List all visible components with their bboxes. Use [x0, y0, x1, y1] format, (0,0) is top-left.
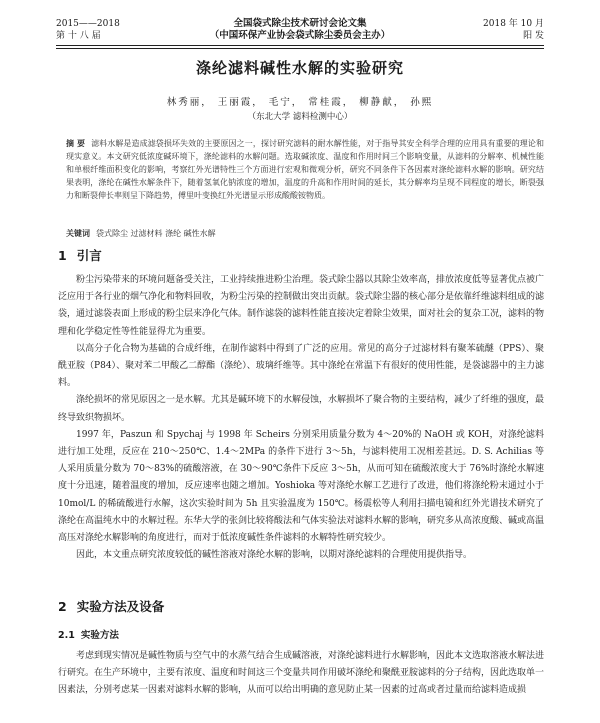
section-2-title: 实验方法及设备: [76, 599, 165, 614]
paper-title: 涤纶滤料碱性水解的实验研究: [195, 59, 404, 77]
header-location: 阳 发: [523, 31, 544, 41]
paragraph: 涤纶损坏的常见原因之一是水解。尤其是碱环境下的水解侵蚀，水解损坏了聚合物的主要结构，减少了纤维的强度，最终导致织物损坏。: [58, 395, 545, 423]
paper-affiliation: （东北大学 滤料检测中心）: [247, 112, 353, 122]
paragraph: 1997 年，Paszun 和 Spychaj 与 1998 年 Scheirs 分别采用质量分数为 4～20%的 NaOH 或 KOH，对涤纶滤料进行加工处理，反应在 210～250℃、1.4～2MPa 的条件下进行 3～5h，与滤料使用工况相差甚远。D. S. Achilias 等人采用质量分数为 70～83%的硫酸溶液，在 30～90℃条件下反应 3～5h，从而可知在硫酸浓度大于 76%时涤纶水解速度十分迅速，随着温度的增加，反应速率也随之增加。Yoshioka 等对涤纶水解工艺进行了改进，他们将涤纶粉末通过小于 10mol/L 的稀硫酸进行水解，这次实验时间为 5h 且实验温度为 150℃。杨震松等人利用扫描电镜和红外光谱技术研究了涤纶在高温纯水中的水解过程。东华大学的张剑比较将酸法和气体实验法对滤料水解的影响，研究多从高浓度酸、碱或高温高压对涤纶水解影响的角度进行，而对于低浓度碱性条件滤料的水解特性研究较少。: [58, 429, 545, 544]
header-organizer: （中国环保产业协会袋式除尘委员会主办）: [209, 30, 391, 41]
abstract-label: 摘 要: [66, 139, 86, 148]
paragraph: 考虑到现实情况是碱性物质与空气中的水蒸气结合生成碱溶液，对涤纶滤料进行水解影响，因此本文选取溶液水解法进行研究。在生产环境中，主要有浓度、温度和时间这三个变量共同作用破坏涤纶和聚酰亚胺滤料的分子结构，因此选取单一因素法，分别考虑某一因素对滤料水解的影响，从而可以给出明确的意见防止某一因素的过高或者过量而给滤料造成损: [58, 651, 545, 696]
subsection-2-1-heading: [58, 627, 119, 641]
header-center: [150, 18, 450, 42]
paper-authors: 林秀丽， 王丽霞， 毛宁， 常桂霞， 柳静献， 孙熙: [166, 97, 434, 108]
section-1-title: 引言: [76, 248, 102, 263]
keywords-text: 袋式除尘 过滤材料 涤纶 碱性水解: [96, 229, 216, 238]
paragraph: 因此，本文重点研究浓度较低的碱性溶液对涤纶水解的影响，以期对涤纶滤料的合理使用提供指导。: [76, 550, 473, 561]
section-1-heading: [58, 246, 102, 264]
header-rule-thin: [56, 48, 544, 49]
abstract: [66, 137, 544, 202]
header-rule: [56, 45, 544, 46]
header-edition: 第 十 八 届: [56, 31, 101, 41]
section-2-number: 2: [58, 599, 67, 614]
subsection-2-1-title: 实验方法: [80, 630, 119, 641]
section-2-heading: [58, 597, 164, 615]
running-header: [0, 0, 600, 50]
keywords-label: 关键词: [66, 229, 90, 238]
header-right: [483, 18, 544, 42]
paragraph: 粉尘污染带来的环境问题备受关注，工业持续推进粉尘治理。袋式除尘器以其除尘效率高，排放浓度低等显著优点被广泛应用于各行业的烟气净化和物料回收，为粉尘污染的控制做出突出贡献。袋式除尘器的核心部分是依靠纤维滤料组成的滤袋，通过滤袋表面上形成的粉尘层来净化气体。制作滤袋的滤料性能直接决定着除尘效果，面对社会的复杂工况，滤料的物理和化学稳定性等性能显得尤为重要。: [58, 275, 545, 337]
keywords: [66, 228, 544, 239]
header-year-range: 2015——2018: [56, 19, 120, 29]
header-proceedings-title: 全国袋式除尘技术研讨会论文集: [233, 18, 367, 29]
abstract-text: 滤料水解是造成滤袋损坏失效的主要原因之一，探讨研究滤料的耐水解性能，对于指导其安全科学合理的应用具有重要的理论和现实意义。本文研究低浓度碱环境下，涤纶滤料的水解问题。选取碱浓度、温度和作用时间三个影响变量，从滤料的分解率、机械性能和单根纤维面积变化的影响，考察红外光谱特性三个方面进行宏观和微观分析，研究不同条件下各因素对涤纶滤料水解的影响。研究结果表明，涤纶在碱性水解条件下，随着氢氧化钠浓度的增加，温度的升高和作用时间的延长，其分解率均呈现不同程度的增长，断裂强力和断裂伸长率则呈下降趋势，傅里叶变换红外光谱显示形成酸酸铵物质。: [66, 139, 544, 200]
paragraph: 以高分子化合物为基础的合成纤维，在制作滤料中得到了广泛的应用。常见的高分子过滤材料有聚苯硫醚（PPS）、聚酰亚胺（P84）、聚对苯二甲酸乙二醇酯（涤纶）、玻璃纤维等。其中涤纶在常温下有很好的使用性能，是袋滤器中的主力滤料。: [58, 343, 544, 389]
section-1-number: 1: [58, 248, 67, 263]
section-2-1-body: [58, 648, 544, 700]
subsection-2-1-number: 2.1: [58, 630, 75, 641]
section-1-body: [58, 272, 544, 564]
header-date: 2018 年 10 月: [483, 19, 544, 29]
header-left: [56, 18, 120, 42]
